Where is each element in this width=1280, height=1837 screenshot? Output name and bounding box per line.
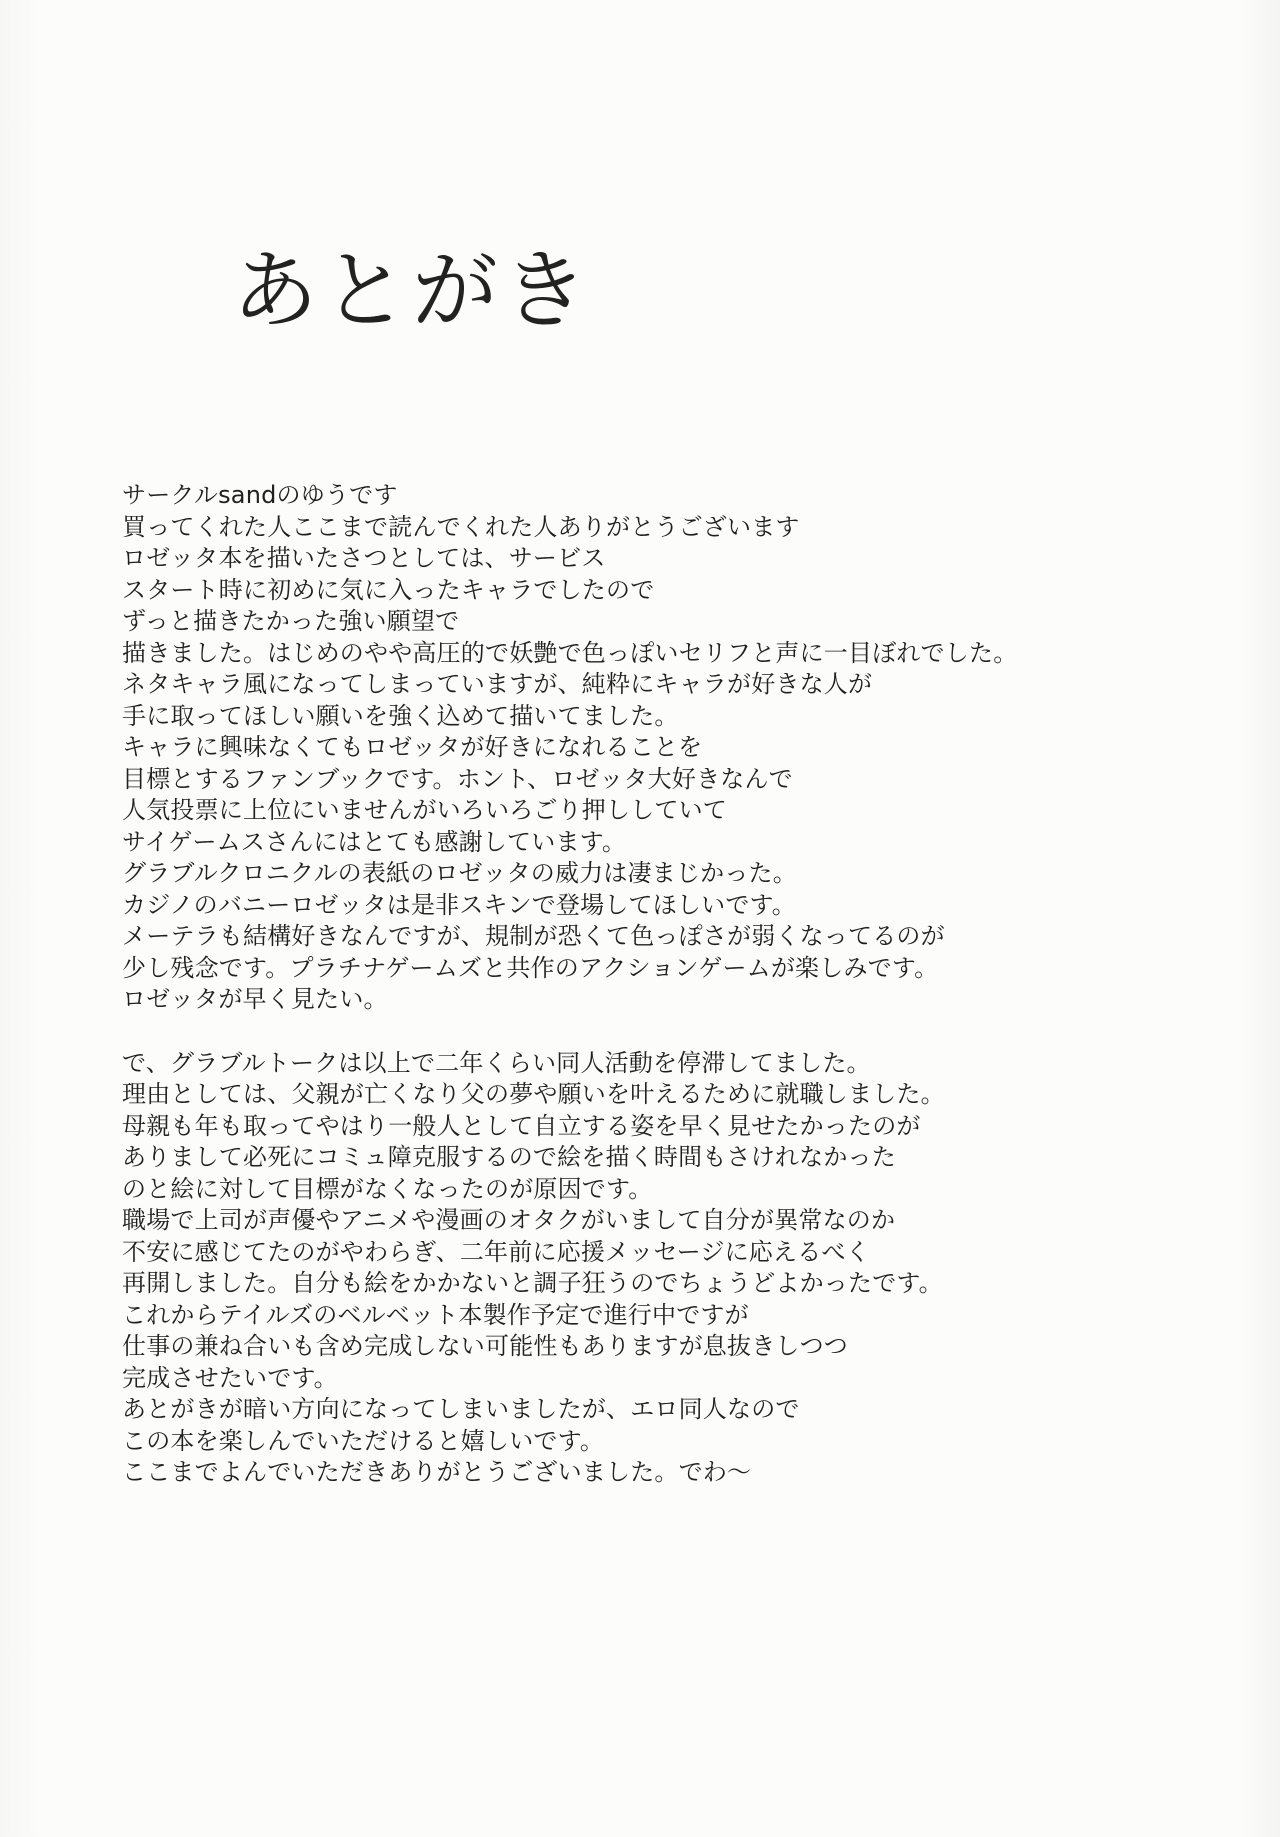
text-line: ロゼッタ本を描いたさつとしては、サービス — [122, 544, 606, 572]
text-line: のと絵に対して目標がなくなったのが原因です。 — [122, 1174, 653, 1203]
text-line: で、グラブルトークは以上で二年くらい同人活動を停滞してました。 — [122, 1048, 871, 1077]
text-line: 完成させたいです。 — [122, 1363, 338, 1392]
text-line: 描きました。はじめのやや高圧的で妖艶で色っぽいセリフと声に一目ぼれでした。 — [122, 638, 1018, 667]
text-line: この本を楽しんでいただけると嬉しいです。 — [122, 1426, 605, 1455]
text-line: ロゼッタが早く見たい。 — [122, 985, 388, 1013]
text-line: 職場で上司が声優やアニメや漫画のオタクがいまして自分が異常なのか — [122, 1206, 896, 1234]
text-line: カジノのバニーロゼッタは是非スキンで登場してほしいです。 — [122, 890, 796, 919]
text-line: サイゲームスさんにはとても感謝しています。 — [122, 827, 627, 856]
text-line: 母親も年も取ってやはり一般人として自立する姿を早く見せたかったのが — [122, 1111, 921, 1140]
text-line: グラブルクロニクルの表紙のロゼッタの威力は凄まじかった。 — [122, 859, 797, 887]
text-line: ありまして必死にコミュ障克服するので絵を描く時間もさけれなかった — [122, 1143, 896, 1171]
text-line: これからテイルズのベルベット本製作予定で進行中ですが — [122, 1300, 749, 1329]
text-line: キャラに興味なくてもロゼッタが好きになれることを — [122, 733, 703, 761]
text-line: 買ってくれた人ここまで読んでくれた人ありがとうございます — [122, 512, 800, 541]
text-line: ずっと描きたかった強い願望で — [122, 607, 460, 635]
text-line: 仕事の兼ね合いも含め完成しない可能性もありますが息抜きしつつ — [122, 1332, 848, 1360]
text-line: 目標とするファンブックです。ホント、ロゼッタ大好きなんで — [122, 764, 793, 793]
paragraph-1 — [122, 480, 1182, 1016]
text-line: ネタキャラ風になってしまっていますが、純粋にキャラが好きな人が — [122, 670, 873, 698]
text-line: ここまでよんでいただきありがとうございました。でわ～ — [122, 1458, 752, 1486]
text-line: メーテラも結構好きなんですが、規制が恐くて色っぽさが弱くなってるのが — [122, 922, 945, 950]
text-line: 人気投票に上位にいませんがいろいろごり押ししていて — [122, 796, 727, 824]
paragraph-2 — [122, 1048, 1182, 1489]
text-line: スタート時に初めに気に入ったキャラでしたので — [122, 575, 655, 604]
text-line: あとがきが暗い方向になってしまいましたが、エロ同人なので — [122, 1395, 800, 1423]
page-title: あとがき — [232, 241, 592, 341]
afterword-body — [122, 480, 1182, 1489]
text-line: 不安に感じてたのがやわらぎ、二年前に応援メッセージに応えるべく — [122, 1237, 870, 1266]
text-line: 手に取ってほしい願いを強く込めて描いてました。 — [122, 701, 679, 730]
text-line: サークルsandのゆうです — [122, 481, 398, 509]
text-line: 少し残念です。プラチナゲームズと共作のアクションゲームが楽しみです。 — [122, 953, 939, 982]
text-line: 再開しました。自分も絵をかかないと調子狂うのでちょうどよかったです。 — [122, 1269, 943, 1297]
text-line: 理由としては、父親が亡くなり父の夢や願いを叶えるために就職しました。 — [122, 1080, 945, 1108]
